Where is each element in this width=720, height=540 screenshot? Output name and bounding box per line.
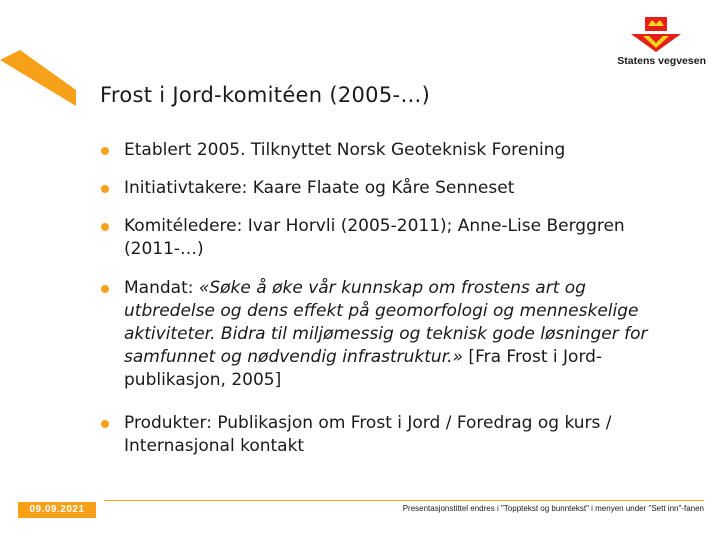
bullet-text: Etablert 2005. Tilknyttet Norsk Geoteknisk Forening xyxy=(124,140,566,160)
date-badge: 09.09.2021 xyxy=(18,502,96,518)
bullet-dot-icon xyxy=(101,185,109,193)
bullet-text: Komitéledere: Ivar Horvli (2005-2011); Anne-Lise Berggren (2011-…) xyxy=(124,216,625,259)
bullet-item xyxy=(100,177,514,200)
footer-divider xyxy=(104,500,704,501)
bullet-text: Initiativtakere: Kaare Flaate og Kåre Senneset xyxy=(124,178,515,198)
bullet-item-mandate xyxy=(100,277,680,392)
shield-emblem-icon xyxy=(627,14,685,54)
bullet-dot-icon xyxy=(101,420,109,428)
bullet-prefix: Mandat: xyxy=(124,278,199,298)
bullet-text: Produkter: Publikasjon om Frost i Jord / Foredrag og kurs / Internasjonal kontakt xyxy=(124,413,612,456)
bullet-dot-icon xyxy=(101,223,109,231)
bullet-item xyxy=(100,215,680,261)
slide-title: Frost i Jord-komitéen (2005-…) xyxy=(100,83,431,107)
footer-note: Presentasjonstittel endres i "Topptekst og bunntekst" i menyen under "Sett inn"-fanen xyxy=(402,504,704,513)
bullet-item xyxy=(100,139,565,162)
bullet-dot-icon xyxy=(101,147,109,155)
statens-vegvesen-logo xyxy=(606,14,706,74)
mandate-quote: «Søke å øke vår kunnskap om frostens art og utbredelse og dens effekt på geomorfologi og menneskelige aktiviteter. Bidra til miljømessig og teknisk gode løsninger for samfunnet og nødvendig infrastruktur.» xyxy=(124,278,648,367)
bullet-item xyxy=(100,412,680,458)
bullet-dot-icon xyxy=(101,285,109,293)
brand-name: Statens vegvesen xyxy=(617,55,706,67)
bullet-source: [Fra Frost i Jord-publikasjon, 2005] xyxy=(124,347,603,390)
